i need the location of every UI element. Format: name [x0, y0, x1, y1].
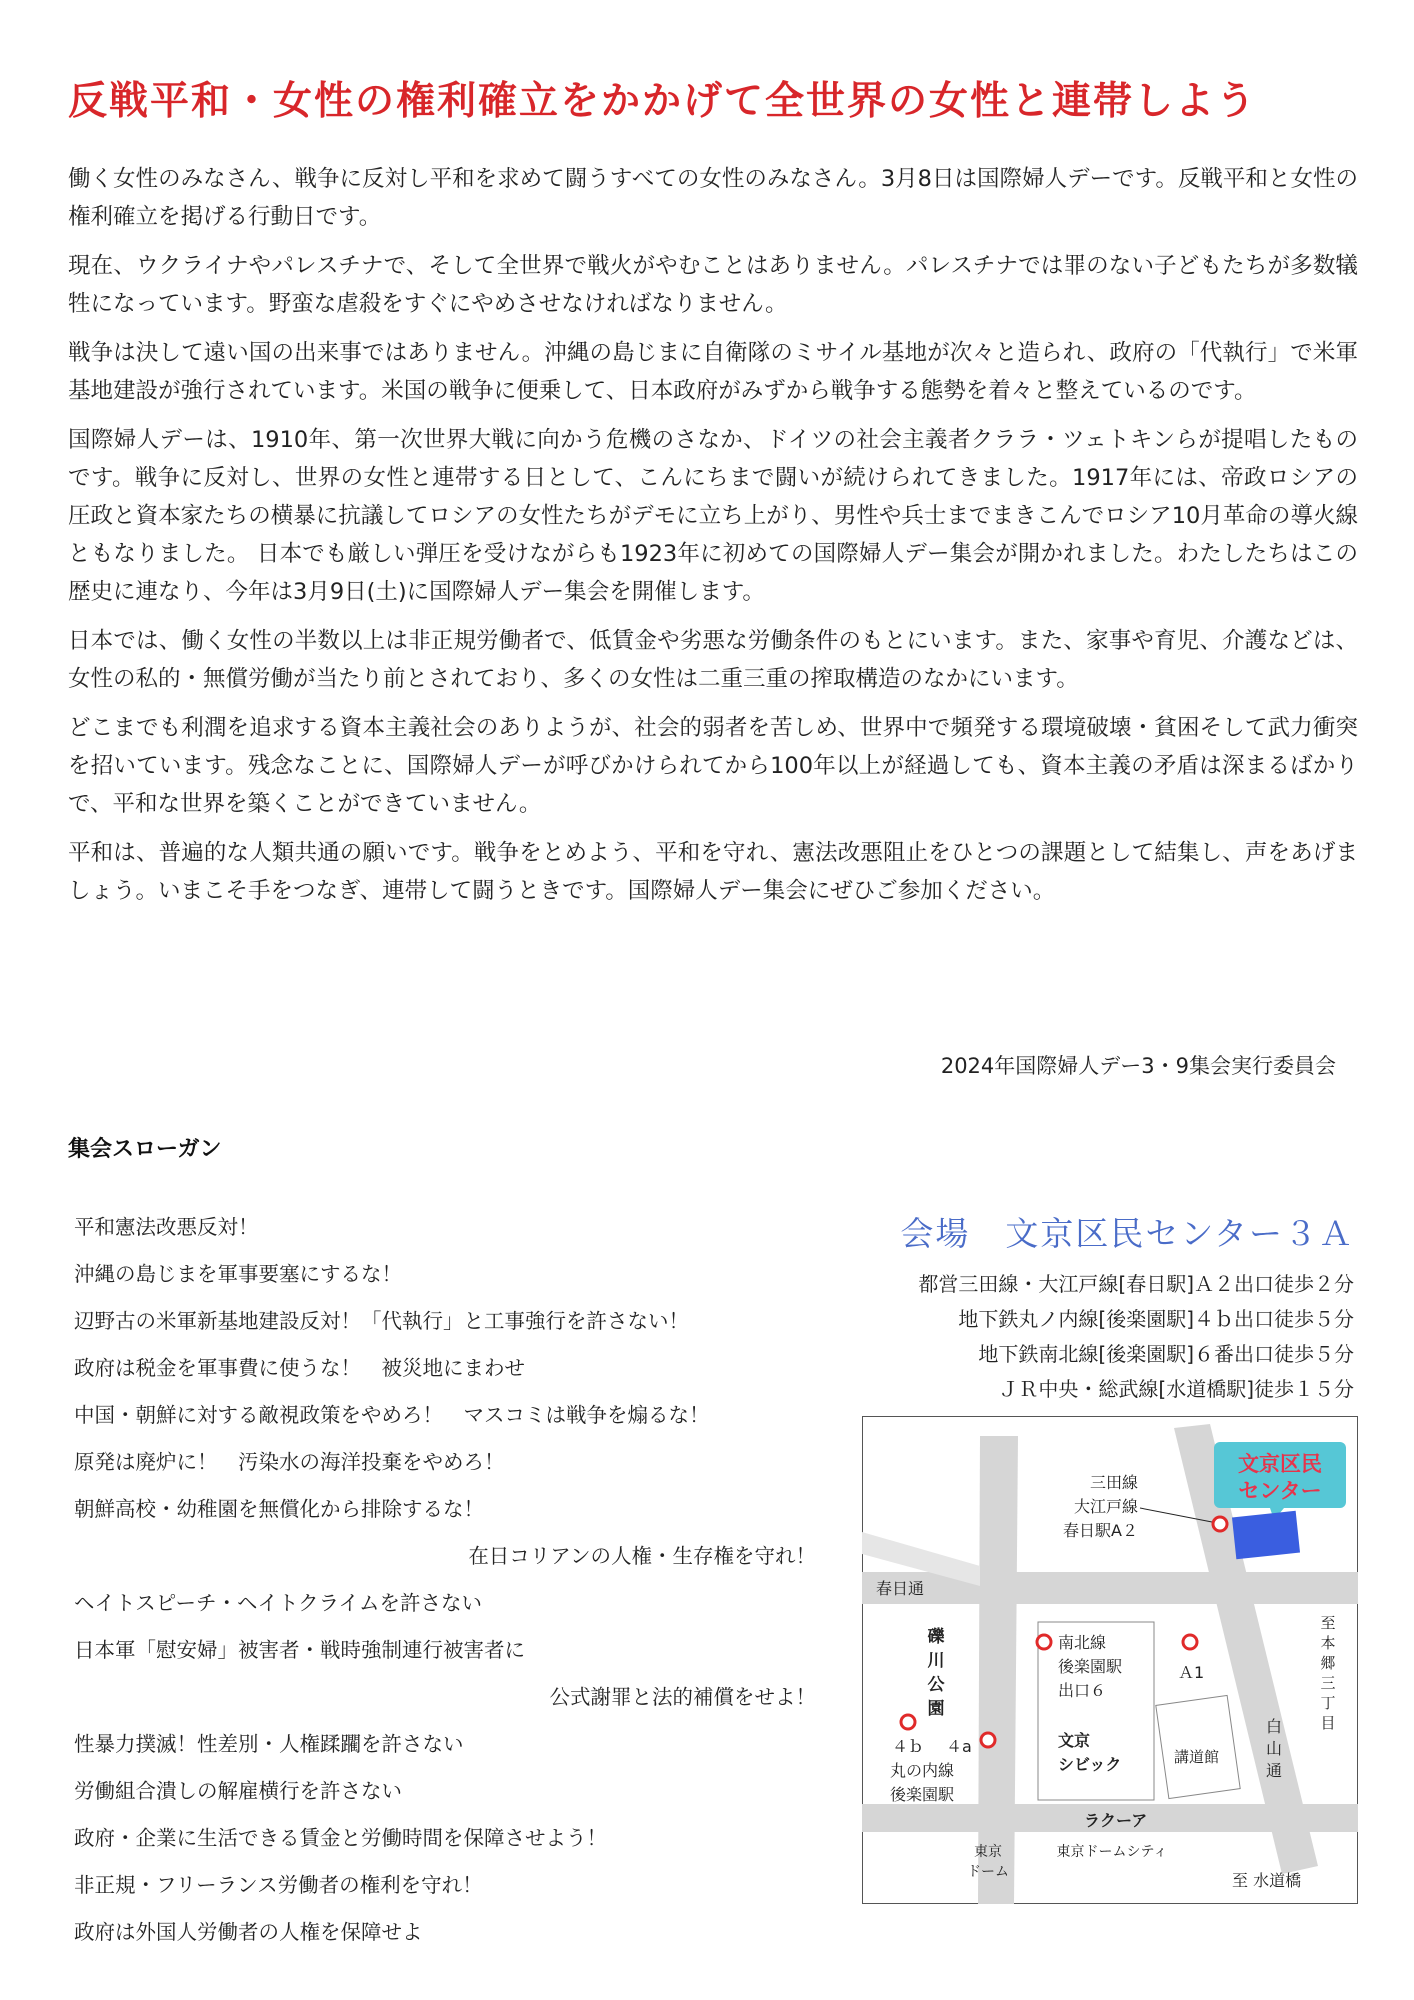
civic-label-1: 文京: [1058, 1731, 1091, 1750]
park-char-4: 園: [927, 1699, 945, 1719]
hongo-char-6: 目: [1320, 1714, 1336, 1732]
access-info: [918, 1267, 1354, 1407]
paragraph: 現在、ウクライナやパレスチナで、そして全世界で戦火がやむことはありません。パレスチナでは罪のない子どもたちが多数犠牲になっています。野蛮な虐殺をすぐにやめさせなければなりません。: [68, 253, 1358, 317]
slogan-item: 平和憲法改悪反対！: [74, 1215, 259, 1239]
park-char-1: 礫: [927, 1627, 945, 1647]
slogan-item: 日本軍「慰安婦」被害者・戦時強制連行被害者に: [74, 1638, 525, 1662]
nanboku-line-3: 出口６: [1058, 1681, 1107, 1700]
slogan-item: 在日コリアンの人権・生存権を守れ！: [468, 1544, 816, 1568]
hakusan-char-3: 通: [1265, 1761, 1283, 1780]
slogan-heading: 集会スローガン: [68, 1137, 222, 1162]
a2-line-1: 三田線: [1089, 1473, 1138, 1492]
slogan-item: 中国・朝鮮に対する敵視政策をやめろ！ マスコミは戦争を煽るな！: [74, 1403, 710, 1427]
hongo-char-5: 丁: [1320, 1694, 1336, 1712]
map-canvas: [862, 1416, 1358, 1904]
nanboku-line-1: 南北線: [1058, 1633, 1107, 1652]
slogan-item: ヘイトスピーチ・ヘイトクライムを許さない: [74, 1591, 482, 1615]
access-map: [862, 1416, 1358, 1904]
paragraph: 働く女性のみなさん、戦争に反対し平和を求めて闘うすべての女性のみなさん。3月8日は国際婦人デーです。反戦平和と女性の権利確立を掲げる行動日です。: [68, 166, 1358, 230]
paragraph: 戦争は決して遠い国の出来事ではありません。沖縄の島じまに自衛隊のミサイル基地が次々と造られ、政府の「代執行」で米軍基地建設が強行されています。米国の戦争に便乗して、日本政府がみずから戦争する態勢を着々と整えているのです。: [68, 340, 1358, 404]
exit-4b-label: ４ｂ: [892, 1737, 925, 1756]
access-line: 地下鉄丸ノ内線[後楽園駅]４ｂ出口徒歩５分: [958, 1307, 1354, 1331]
paragraph: どこまでも利潤を追求する資本主義社会のありようが、社会的弱者を苦しめ、世界中で頻発する環境破壊・貧困そして武力衝突を招いています。残念なことに、国際婦人デーが呼びかけられてから100年以上が経過しても、資本主義の矛盾は深まるばかりで、平和な世界を築くことができていません。: [68, 715, 1358, 817]
exit-4a-label: ４a: [946, 1737, 972, 1756]
civic-label-2: シビック: [1058, 1755, 1122, 1774]
kasuga-street-label: 春日通: [876, 1579, 925, 1598]
slogan-item: 性暴力撲滅！性差別・人権蹂躙を許さない: [74, 1732, 464, 1756]
signature: 2024年国際婦人デー3・9集会実行委員会: [940, 1054, 1336, 1078]
station-a2-marker: [1213, 1517, 1227, 1531]
venue-building: [1232, 1511, 1300, 1559]
paragraph: 国際婦人デーは、1910年、第一次世界大戦に向かう危機のさなか、ドイツの社会主義者クララ・ツェトキンらが提唱したものです。戦争に反対し、世界の女性と連帯する日として、こんにちまで闘いが続けられてきました。1917年には、帝政ロシアの圧政と資本家たちの横暴に抗議してロシアの女性たちがデモに立ち上がり、男性や兵士までまきこんでロシア10月革命の導火線ともなりました。 日本でも厳しい弾圧を受けながらも1923年に初めての国際婦人デー集会が開かれました。わたしたちはこの歴史に連なり、今年は3月9日(土)に国際婦人デー集会を開催します。: [68, 427, 1358, 605]
exit-a1-label: Ａ1: [1178, 1663, 1205, 1682]
park-char-3: 公: [927, 1675, 945, 1695]
kodokan-label: 講道館: [1174, 1748, 1220, 1766]
slogan-item: 原発は廃炉に！ 汚染水の海洋投棄をやめろ！: [74, 1450, 505, 1474]
station-4b-marker: [901, 1715, 915, 1729]
slogan-item: 政府は外国人労働者の人権を保障せよ: [74, 1920, 423, 1944]
slogan-item: 非正規・フリーランス労働者の権利を守れ！: [74, 1873, 483, 1897]
a2-line-3: 春日駅A２: [1063, 1521, 1138, 1540]
slogan-item: 公式謝罪と法的補償をせよ！: [549, 1685, 816, 1709]
venue-label-1: 文京区民: [1238, 1452, 1322, 1476]
page-title: 反戦平和・女性の権利確立をかかげて全世界の女性と連帯しよう: [68, 78, 1258, 124]
hakusan-char-1: 白: [1265, 1717, 1283, 1736]
a2-line-2: 大江戸線: [1073, 1497, 1138, 1516]
venue-title: 会場 文京区民センター３Ａ: [900, 1214, 1354, 1253]
station-nanboku-6-marker: [1037, 1635, 1051, 1649]
tokyo-dome-city-label: 東京ドームシティ: [1056, 1844, 1168, 1860]
body-text: [68, 160, 1358, 921]
park-char-2: 川: [927, 1651, 945, 1671]
slogan-item: 朝鮮高校・幼稚園を無償化から排除するな！: [74, 1497, 484, 1521]
access-line: 都営三田線・大江戸線[春日駅]Ａ２出口徒歩２分: [918, 1272, 1354, 1296]
paragraph: 日本では、働く女性の半数以上は非正規労働者で、低賃金や劣悪な労働条件のもとにいます。また、家事や育児、介護などは、女性の私的・無償労働が当たり前とされており、多くの女性は二重三重の搾取構造のなかにいます。: [68, 628, 1358, 692]
hakusan-char-2: 山: [1265, 1739, 1283, 1758]
marunouchi-line-2: 後楽園駅: [890, 1785, 955, 1804]
suidobashi-label: 至 水道橋: [1232, 1871, 1302, 1890]
access-line: ＪＲ中央・総武線[水道橋駅]徒歩１５分: [998, 1377, 1354, 1401]
tokyo-dome-label-2: ドーム: [967, 1864, 1009, 1880]
nanboku-line-2: 後楽園駅: [1058, 1657, 1123, 1676]
kodokan-block: [1156, 1695, 1240, 1798]
hakusan-west-road: [978, 1436, 1018, 1904]
slogan-list: [74, 1204, 834, 1956]
slogan-item: 政府は税金を軍事費に使うな！ 被災地にまわせ: [74, 1356, 525, 1380]
station-a1-marker: [1183, 1635, 1197, 1649]
hongo-char-1: 至: [1320, 1614, 1336, 1632]
paragraph: 平和は、普遍的な人類共通の願いです。戦争をとめよう、平和を守れ、憲法改悪阻止をひとつの課題として結集し、声をあげましょう。いまこそ手をつなぎ、連帯して闘うときです。国際婦人デー集会にぜひご参加ください。: [68, 840, 1358, 904]
marunouchi-line-1: 丸の内線: [890, 1761, 955, 1780]
slogan-item: 辺野古の米軍新基地建設反対！「代執行」と工事強行を許さない！: [74, 1309, 689, 1333]
hongo-char-2: 本: [1320, 1634, 1336, 1652]
tokyo-dome-label-1: 東京: [974, 1844, 1002, 1860]
station-4a-marker: [981, 1733, 995, 1747]
slogan-item: 労働組合潰しの解雇横行を許さない: [74, 1779, 402, 1803]
hongo-char-3: 郷: [1320, 1654, 1336, 1672]
kasuga-street-road: [862, 1572, 1358, 1604]
laqua-label: ラクーア: [1084, 1811, 1148, 1830]
hongo-char-4: 三: [1320, 1674, 1336, 1692]
access-line: 地下鉄南北線[後楽園駅]６番出口徒歩５分: [978, 1342, 1354, 1366]
venue-label-2: センター: [1238, 1479, 1322, 1503]
slogan-item: 政府・企業に生活できる賃金と労働時間を保障させよう！: [74, 1826, 607, 1850]
slogan-item: 沖縄の島じまを軍事要塞にするな！: [74, 1262, 402, 1286]
